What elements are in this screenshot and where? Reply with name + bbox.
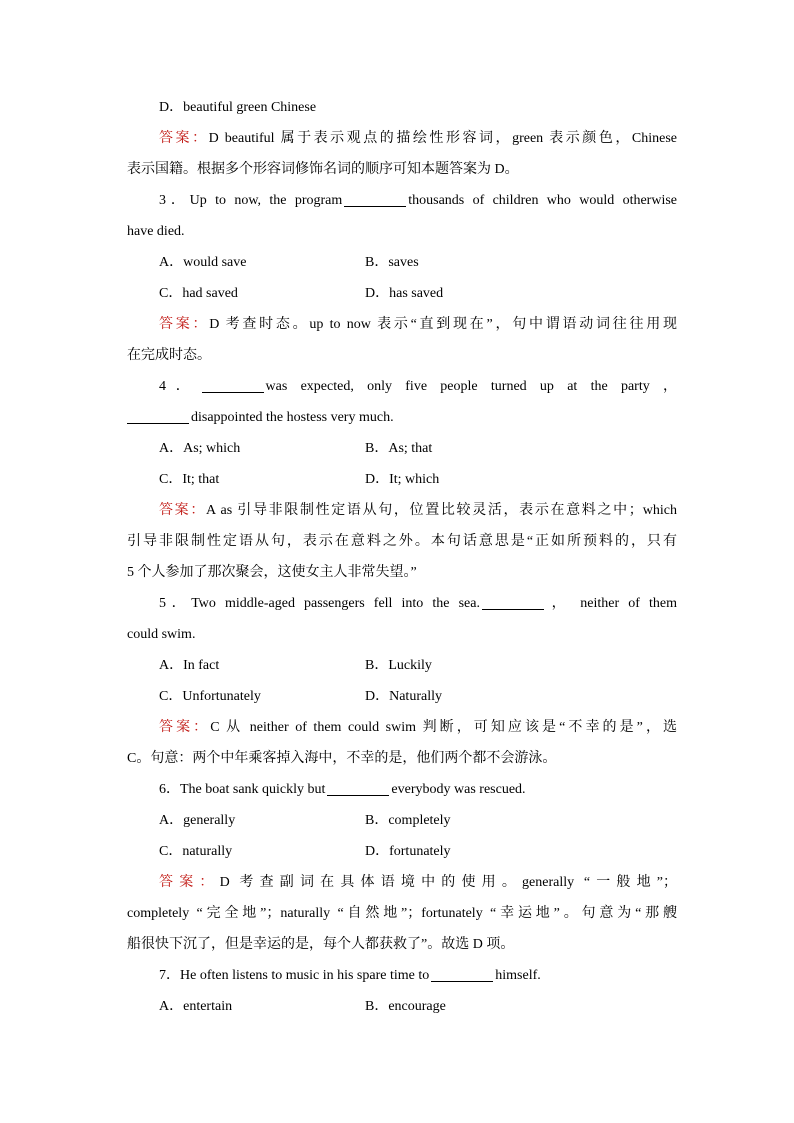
- q3-options-row-1: [127, 247, 677, 278]
- q6-answer-line-1: [127, 867, 677, 898]
- q6-answer-line-2: completely “完全地”；naturally “自然地”；fortunately “幸运地”。句意为“那艘: [127, 906, 677, 921]
- q4-option-b: B．As; that: [365, 441, 433, 456]
- stem-text: 4．: [159, 379, 200, 394]
- q5-options-row-2: [127, 681, 677, 712]
- q2-answer-line-2: 表示国籍。根据多个形容词修饰名词的顺序可知本题答案为 D。: [127, 162, 519, 177]
- q6-option-b: B．completely: [365, 813, 451, 828]
- q4-stem-line-1: [127, 371, 677, 402]
- answer-blank: [431, 967, 493, 982]
- answer-label: 答案：: [159, 317, 210, 332]
- stem-text: thousands of children who would otherwise: [408, 193, 677, 208]
- q4-option-d: D．It; which: [365, 472, 440, 487]
- q4-options-row-2: [127, 464, 677, 495]
- q7-options-row-1: [127, 991, 677, 1022]
- stem-text: himself.: [495, 968, 541, 983]
- q5-option-a: A．In fact: [159, 658, 220, 673]
- q5-option-c: C．Unfortunately: [159, 689, 261, 704]
- q3-option-a: A．would save: [159, 255, 247, 270]
- answer-text: A as 引导非限制性定语从句，位置比较灵活，表示在意料之中；which: [205, 503, 677, 518]
- q5-stem-line-2: could swim.: [127, 627, 196, 642]
- q4-answer-line-2: 引导非限制性定语从句，表示在意料之外。本句话意思是“正如所预料的，只有: [127, 534, 677, 549]
- q5-answer-line-1: [127, 712, 677, 743]
- q2-answer-line-1: [127, 123, 677, 154]
- answer-blank: [482, 595, 544, 610]
- answer-blank: [327, 781, 389, 796]
- q5-answer-line-2: C。句意：两个中年乘客掉入海中，不幸的是，他们两个都不会游泳。: [127, 751, 557, 766]
- answer-text: C 从 neither of them could swim 判断，可知应该是“不幸的是”，选: [210, 720, 677, 735]
- answer-label: 答案：: [159, 503, 206, 518]
- answer-blank: [202, 378, 264, 393]
- q5-options-row-1: [127, 650, 677, 681]
- q5-stem-line-1: [127, 588, 677, 619]
- stem-text: was expected, only five people turned up at the party ，: [265, 379, 677, 394]
- stem-text: ， neither of them: [545, 596, 677, 611]
- q3-stem-line-1: [127, 185, 677, 216]
- stem-text: disappointed the hostess very much.: [191, 410, 394, 425]
- q3-answer-line-1: [127, 309, 677, 340]
- q6-options-row-2: [127, 836, 677, 867]
- answer-label: 答案：: [159, 720, 211, 735]
- q4-answer-line-1: [127, 495, 677, 526]
- q7-stem-line-1: [127, 960, 677, 991]
- q4-option-a: A．As; which: [159, 441, 241, 456]
- answer-label: 答案：: [159, 131, 209, 146]
- answer-text: D 考查时态。up to now 表示“直到现在”，句中谓语动词往往用现: [209, 317, 677, 332]
- q7-option-a: A．entertain: [159, 999, 233, 1014]
- q5-option-b: B．Luckily: [365, 658, 432, 673]
- q6-option-d: D．fortunately: [365, 844, 451, 859]
- q4-answer-line-3: 5 个人参加了那次聚会，这使女主人非常失望。”: [127, 565, 417, 580]
- q7-option-b: B．encourage: [365, 999, 446, 1014]
- q2-option-d: D．beautiful green Chinese: [159, 100, 317, 115]
- q6-option-a: A．generally: [159, 813, 236, 828]
- q6-stem-line-1: [127, 774, 677, 805]
- document-page: [127, 92, 677, 1022]
- q6-answer-line-3: 船很快下沉了，但是幸运的是，每个人都获救了”。故选 D 项。: [127, 937, 515, 952]
- q6-option-c: C．naturally: [159, 844, 233, 859]
- answer-text: D beautiful 属于表示观点的描绘性形容词，green 表示颜色，Chinese: [208, 131, 677, 146]
- answer-text: D 考查副词在具体语境中的使用。generally “一般地”；: [219, 875, 677, 890]
- stem-text: 3．Up to now, the program: [159, 193, 343, 208]
- stem-text: 7．He often listens to music in his spare time to: [159, 968, 430, 983]
- q3-stem-line-2: have died.: [127, 224, 185, 239]
- q4-stem-line-2: [127, 402, 677, 433]
- q3-option-d: D．has saved: [365, 286, 444, 301]
- q3-option-b: B．saves: [365, 255, 419, 270]
- q3-option-c: C．had saved: [159, 286, 238, 301]
- q3-options-row-2: [127, 278, 677, 309]
- q4-options-row-1: [127, 433, 677, 464]
- answer-blank: [344, 192, 406, 207]
- q5-option-d: D．Naturally: [365, 689, 442, 704]
- stem-text: 6．The boat sank quickly but: [159, 782, 326, 797]
- answer-blank: [127, 409, 189, 424]
- q4-option-c: C．It; that: [159, 472, 220, 487]
- q3-answer-line-2: 在完成时态。: [127, 348, 211, 363]
- stem-text: 5．Two middle-aged passengers fell into the sea.: [159, 596, 480, 611]
- stem-text: everybody was rescued.: [391, 782, 526, 797]
- q6-options-row-1: [127, 805, 677, 836]
- answer-label: 答案：: [159, 875, 220, 890]
